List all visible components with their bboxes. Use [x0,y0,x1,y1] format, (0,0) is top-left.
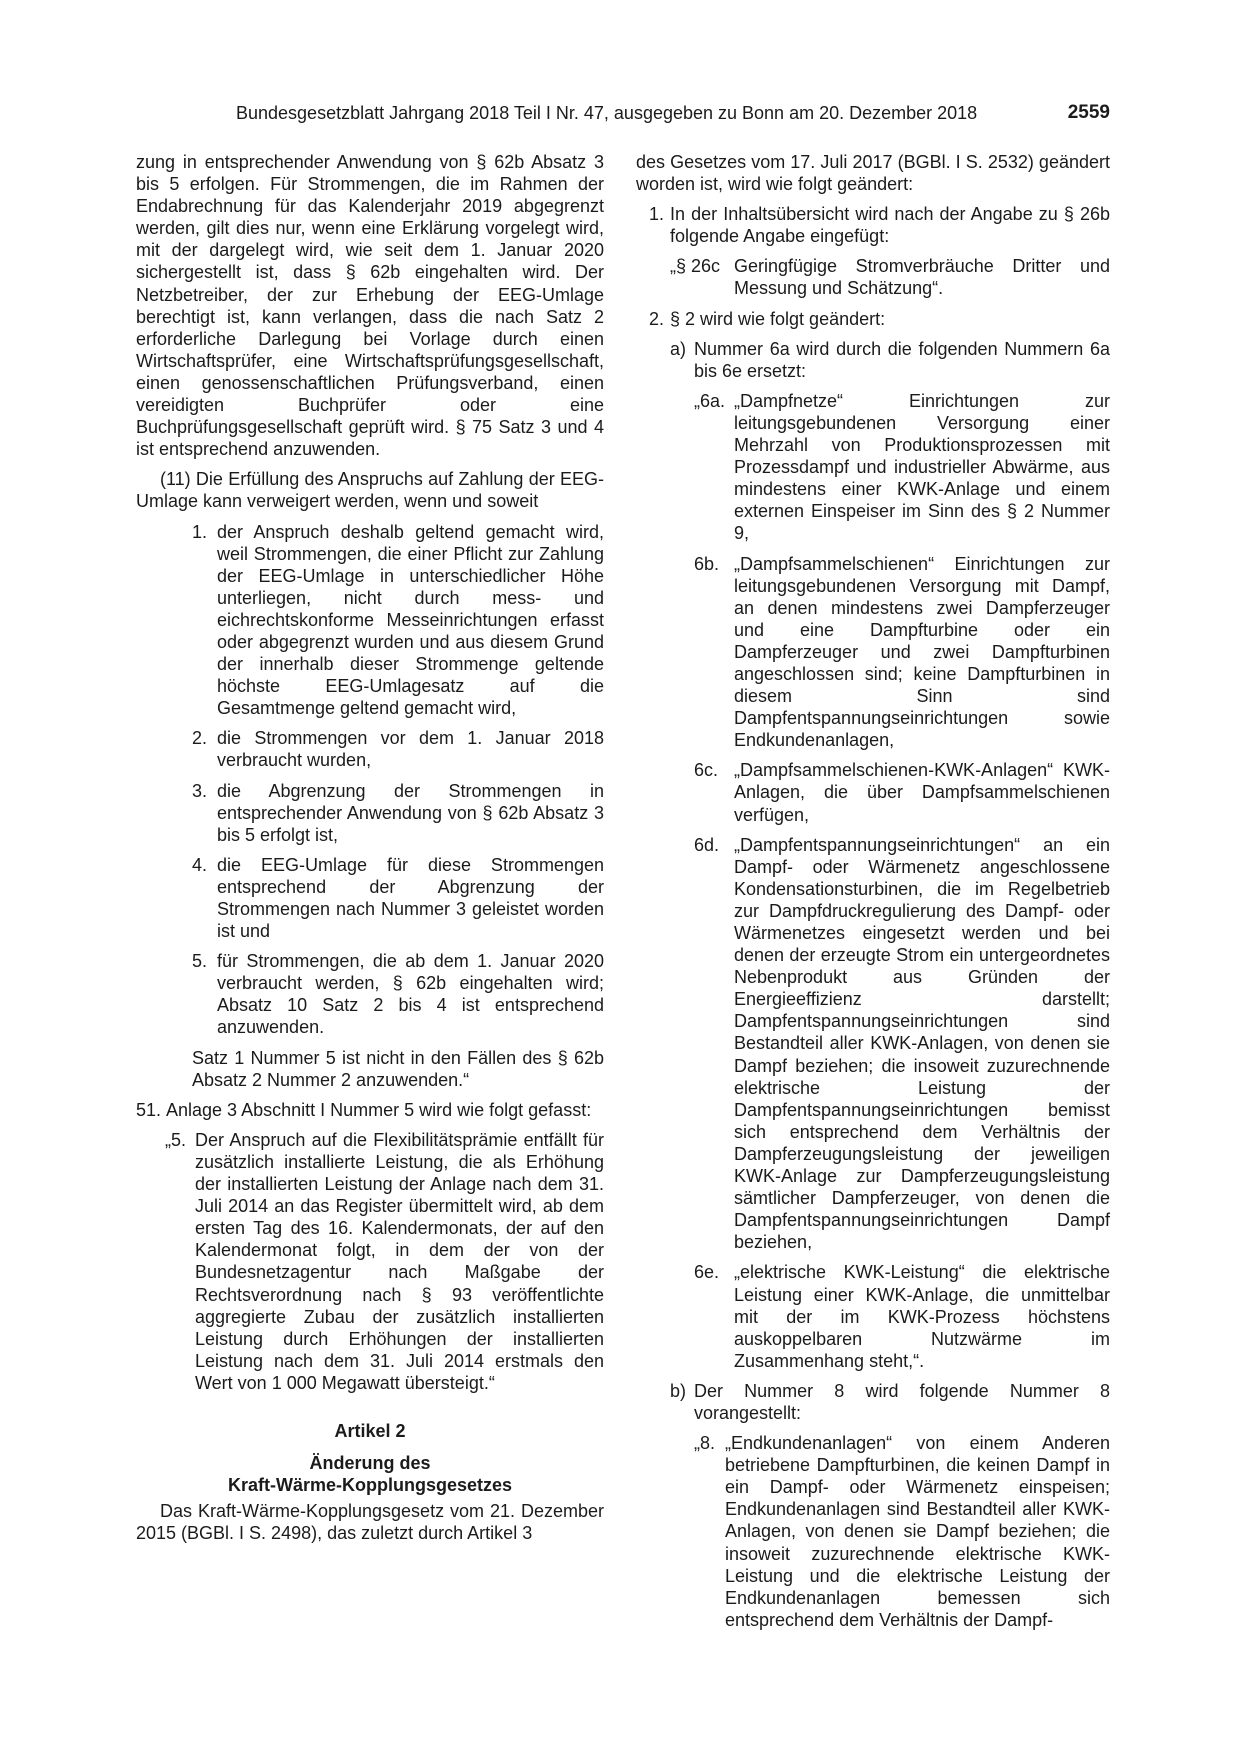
list-item-number: 3. [192,780,208,801]
sub-item-text: Nummer 6a wird durch die folgenden Nummern 6a bis 6e ersetzt: [694,338,1110,381]
amendment-text: Anlage 3 Abschnitt I Nummer 5 wird wie folgt gefasst: [166,1099,592,1120]
definition-item [694,390,1110,545]
amendment-number: 2. [649,308,665,329]
paragraph-continuation: des Gesetzes vom 17. Juli 2017 (BGBl. I S. 2532) geändert worden ist, wird wie folgt geändert: [636,152,1110,195]
sub-item-a [670,338,1110,382]
definition-number: 6d. [694,834,720,855]
list-item [192,854,604,942]
article-title: Artikel 2 [334,1420,406,1441]
definition-item [694,759,1110,825]
sub-item-letter: b) [670,1380,687,1401]
definition-text: „Dampfentspannungseinrichtungen“ an ein Dampf- oder Wärmenetz angeschlossene Kondensationsturbinen, die im Regelbetrieb zur Dampfdruckregulierung des Dampf- oder Wärmenetzes eingesetzt werden und bei denen der erzeugte Strom ein untergeordnetes Nebenprodukt aus Gründen der Energieeffizienz darstellt; Dampfentspannungseinrichtungen sind Bestandteil aller KWK-Anlagen, von denen sie Dampf beziehen; die insoweit zuzurechnende elektrische Leistung der Dampfentspannungseinrichtungen bemisst sich entsprechend dem Verhältnis der Dampferzeugungsleistung der jeweiligen KWK-Anlage zur Dampferzeugungsleistung sämtlicher Dampferzeuger, von denen die Dampfentspannungseinrichtungen Dampf beziehen, [734,834,1110,1253]
list-item-number: 5. [192,951,208,972]
list-item-text: die Strommengen vor dem 1. Januar 2018 verbraucht wurden, [217,728,604,771]
article-subtitle-line-2: Kraft-Wärme-Kopplungsgesetzes [227,1475,513,1496]
list-item [192,727,604,771]
paragraph-continuation: zung in entsprechender Anwendung von § 62b Absatz 3 bis 5 erfolgen. Für Strommengen, die im Rahmen der Endabrechnung für das Kalenderjahr 2019 abgegrenzt werden, gilt dies nur, wenn eine Erklärung vorgelegt wird, mit der dargelegt wird, wie seit dem 1. Januar 2020 sichergestellt ist, dass § 62b eingehalten wird. Der Netzbetreiber, der zur Erhebung der EEG-Umlage berechtigt ist, kann verlangen, dass die nach Satz 2 erforderliche Darlegung bei Vorlage durch einen Wirtschaftsprüfer, eine Wirtschaftsprüfungsgesellschaft, einen genossenschaftlichen Prüfungsverband, einen vereidigten Buchprüfer oder eine Buchprüfungsgesellschaft geprüft wird. § 75 Satz 3 und 4 ist entsprechend anzuwenden. [136,152,604,460]
list-item-number: 4. [192,854,208,875]
annex-item-5 [165,1129,604,1394]
article-subtitle [136,1452,604,1496]
definition-item-8 [694,1432,1110,1631]
annex-item-text: Der Anspruch auf die Flexibilitätsprämie entfällt für zusätzlich installierte Leistung, die als Erhöhung der installierten Leistung der Anlage nach dem 31. Juli 2014 an das Register übermittelt wird, ab dem ersten Tag des 16. Kalendermonats, der auf den Kalendermonat folgt, in dem der von der Bundesnetzagentur nach Maßgabe der Rechtsverordnung nach § 93 veröffentlichte aggregierte Zubau der zusätzlich installierten Leistung durch Erhöhungen der installierten Leistung nach dem 31. Juli 2014 erstmals den Wert von 1 000 Megawatt übersteigt.“ [195,1129,604,1393]
amendment-text: § 2 wird wie folgt geändert: [670,308,886,329]
toc-entry-number: „§ 26c [670,256,721,277]
list-item [192,780,604,846]
amendment-item-1 [649,203,1110,247]
list-paragraph-11 [192,521,604,1091]
definition-text: „elektrische KWK-Leistung“ die elektrische Leistung einer KWK-Anlage, die unmittelbar mit der im KWK-Prozess höchstens auskoppelbaren Nutzwärme im Zusammenhang steht,“. [734,1262,1110,1371]
definition-item [694,834,1110,1254]
list-item-number: 1. [192,521,208,542]
definition-text: „Dampfnetze“ Einrichtungen zur leitungsgebundenen Versorgung einer Mehrzahl von Produktionsprozessen mit Prozessdampf und industrieller Abwärme, aus mindestens einer KWK-Anlage und einem externen Einspeiser im Sinn des § 2 Nummer 9, [734,390,1110,544]
list-item-text: für Strommengen, die ab dem 1. Januar 2020 verbraucht werden, § 62b eingehalten wird; Absatz 10 Satz 2 bis 4 ist entsprechend anzuwenden. [217,951,604,1038]
definition-text: „Dampfsammelschienen“ Einrichtungen zur leitungsgebundenen Versorgung mit Dampf, an denen mindestens zwei Dampferzeuger und eine Dampfturbine oder ein Dampferzeuger und zwei Dampfturbinen angeschlossen sind; keine Dampfturbinen in diesem Sinn sind Dampfentspannungseinrichtungen sowie Endkundenanlagen, [734,553,1110,751]
definition-number: „6a. [694,390,726,411]
definition-number: „8. [694,1433,716,1454]
amendment-item-51 [136,1099,604,1121]
list-item-text: der Anspruch deshalb geltend gemacht wird, weil Strommengen, die einer Pflicht zur Zahlung der EEG-Umlage in unterschiedlicher Höhe unterliegen, nicht durch mess- und eichrechtskonforme Messeinrichtungen erfasst oder abgegrenzt wurden und aus diesem Grund der innerhalb dieser Strommenge geltende höchste EEG-Umlagesatz auf die Gesamtmenge geltend gemacht wird, [217,521,604,719]
amendment-number: 51. [136,1099,162,1120]
list-item-text: die Abgrenzung der Strommengen in entsprechender Anwendung von § 62b Absatz 3 bis 5 erfolgt ist, [217,780,604,845]
toc-entry-text: Geringfügige Stromverbräuche Dritter und Messung und Schätzung“. [734,256,1110,299]
page-header [236,100,1110,126]
list-item-number: 2. [192,728,208,749]
definition-number: 6e. [694,1262,720,1283]
list-item-text: die EEG-Umlage für diese Strommengen entsprechend der Abgrenzung der Strommengen nach Nummer 3 geleistet worden ist und [217,854,604,942]
paragraph-11: (11) Die Erfüllung des Anspruchs auf Zahlung der EEG-Umlage kann verweigert werden, wenn und soweit [136,469,604,512]
toc-entry-26c [670,255,1110,299]
sub-item-b [670,1380,1110,1424]
definition-text: „Dampfsammelschienen-KWK-Anlagen“ KWK-Anlagen, die über Dampfsammelschienen verfügen, [734,760,1110,825]
definition-number: 6c. [694,760,719,781]
sub-item-text: Der Nummer 8 wird folgende Nummer 8 vorangestellt: [694,1380,1110,1423]
list-item [192,950,604,1038]
annex-item-number: „5. [165,1129,187,1150]
article-subtitle-line-1: Änderung des [309,1453,431,1474]
sub-item-letter: a) [670,338,687,359]
left-column [136,151,604,1544]
amendment-text: In der Inhaltsübersicht wird nach der Angabe zu § 26b folgende Angabe eingefügt: [670,204,1110,247]
definition-item [694,553,1110,752]
list-item [192,521,604,720]
page-number: 2559 [1067,102,1110,123]
amendment-number: 1. [649,204,665,225]
definition-item [694,1261,1110,1371]
amendment-item-2 [649,308,1110,330]
gazette-header-text: Bundesgesetzblatt Jahrgang 2018 Teil I Nr. 47, ausgegeben zu Bonn am 20. Dezember 2018 [236,103,978,123]
definition-number: 6b. [694,553,720,574]
right-column [636,151,1110,1639]
definitions-list [694,390,1110,1372]
article-intro: Das Kraft-Wärme-Kopplungsgesetz vom 21. Dezember 2015 (BGBl. I S. 2498), das zuletzt durch Artikel 3 [136,1501,604,1544]
definition-text: „Endkundenanlagen“ von einem Anderen betriebene Dampfturbinen, die keinen Dampf in ein Dampf- oder Wärmenetz einspeisen; Endkundenanlagen sind Bestandteil aller KWK-Anlagen, von denen sie Dampf beziehen; die insoweit zuzurechnende elektrische KWK-Leistung und die elektrische Leistung der Endkundenanlagen bemessen sich entsprechend dem Verhältnis der Dampf- [725,1433,1110,1630]
closing-sentence: Satz 1 Nummer 5 ist nicht in den Fällen des § 62b Absatz 2 Nummer 2 anzuwenden.“ [192,1047,604,1090]
